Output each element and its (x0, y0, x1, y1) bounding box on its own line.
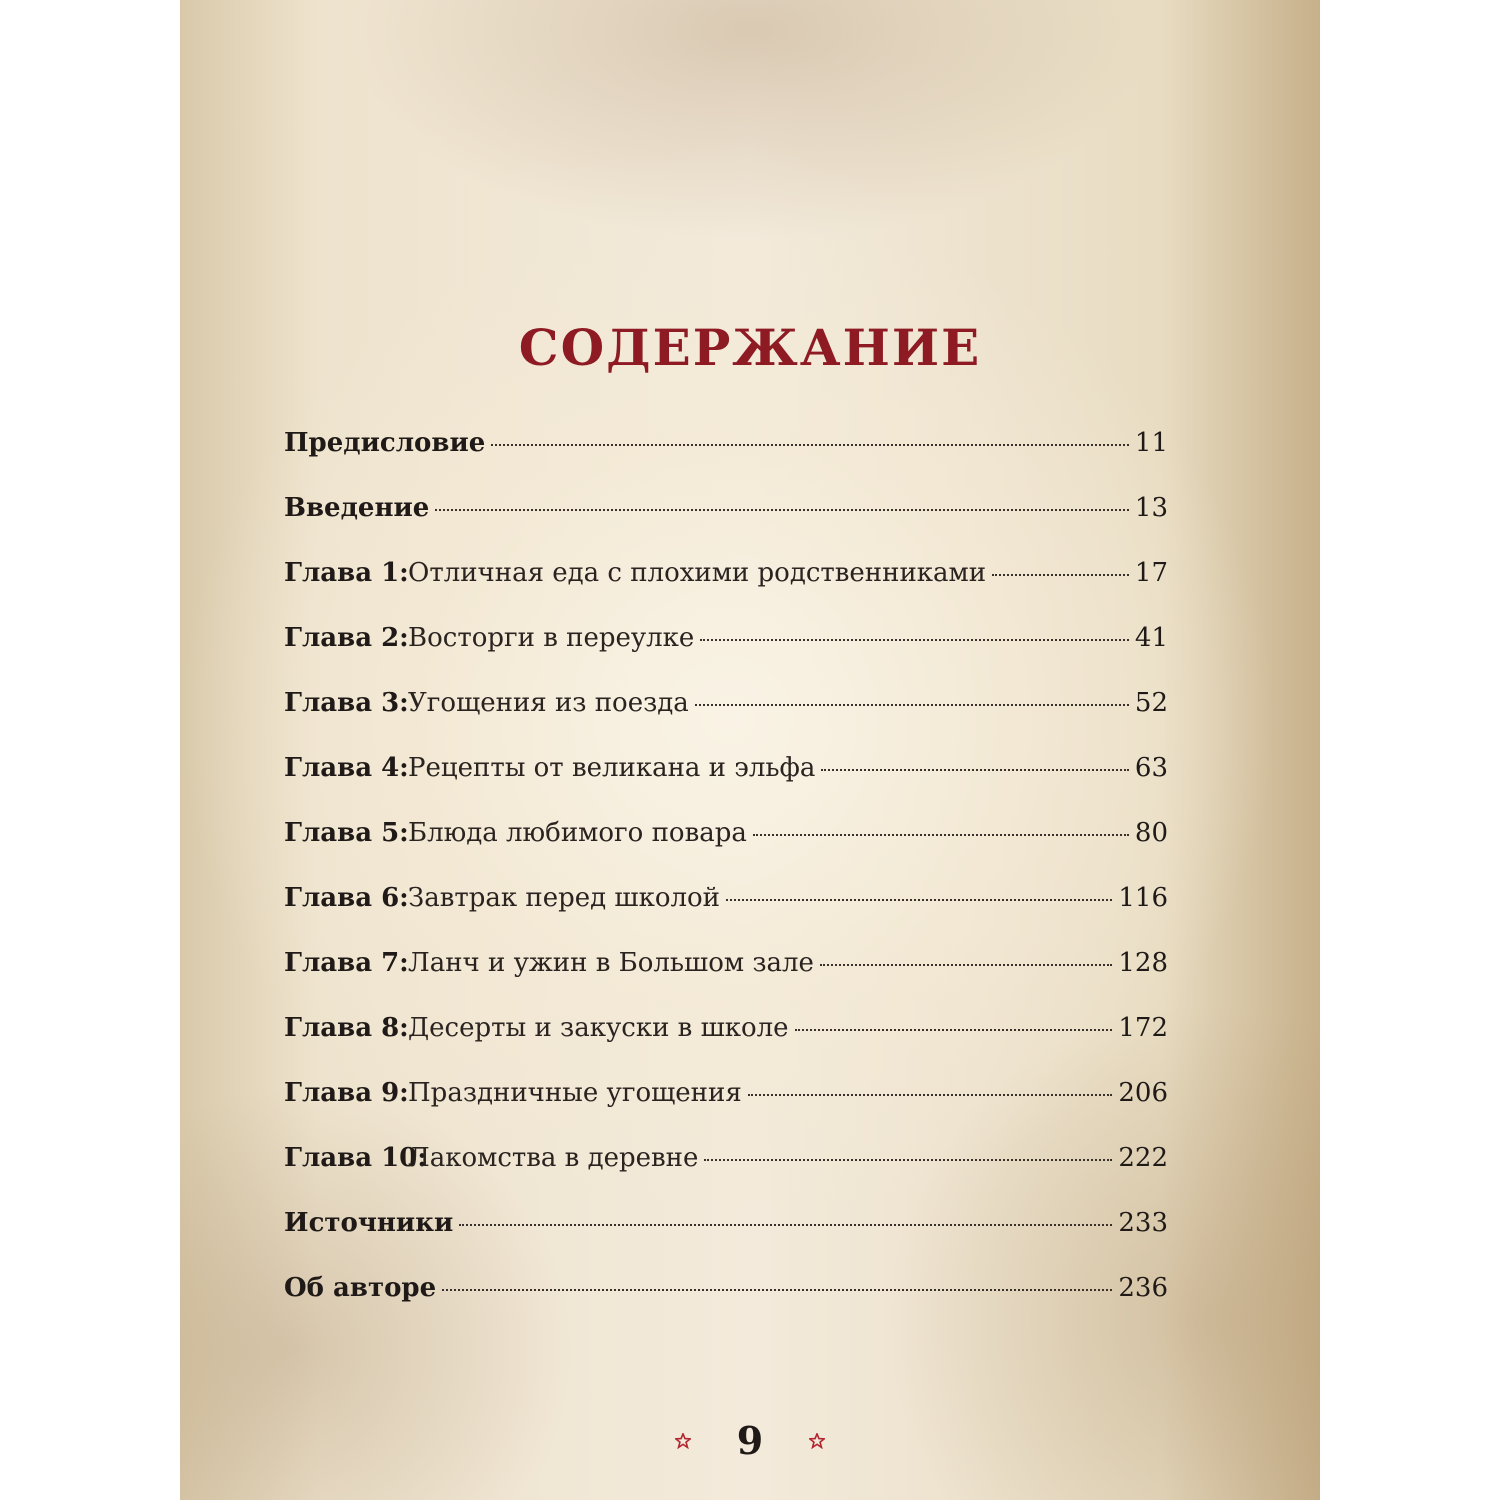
toc-page-number: 63 (1134, 753, 1168, 783)
toc-row-chapter-7[interactable] (284, 948, 1168, 1013)
chapter-title: Рецепты от великана и эльфа (408, 753, 816, 783)
chapter-label: Глава 2: (284, 623, 409, 653)
chapter-label: Глава 4: (284, 753, 409, 783)
chapter-label: Глава 8: (284, 1013, 409, 1043)
toc-page-number: 17 (1134, 558, 1168, 588)
page-title: СОДЕРЖАНИЕ (518, 318, 982, 377)
chapter-title: Ланч и ужин в Большом зале (408, 948, 814, 978)
toc-row-chapter-1[interactable] (284, 558, 1168, 623)
dot-leader (726, 899, 1112, 901)
chapter-title: Отличная еда с плохими родственниками (408, 558, 987, 588)
star-ornament-icon (675, 1433, 691, 1449)
toc-label: Предисловие (284, 428, 486, 458)
chapter-label: Глава 5: (284, 818, 409, 848)
book-page (180, 0, 1320, 1500)
toc-row-chapter-10[interactable] (284, 1143, 1168, 1208)
chapter-label: Глава 9: (284, 1078, 409, 1108)
dot-leader (821, 769, 1129, 771)
dot-leader (491, 444, 1129, 446)
dot-leader (442, 1289, 1112, 1291)
page-number: 9 (736, 1418, 764, 1463)
page-footer (180, 1418, 1320, 1463)
toc-page-number: 13 (1134, 493, 1168, 523)
toc-row-about-author[interactable] (284, 1273, 1168, 1338)
toc-row-chapter-6[interactable] (284, 883, 1168, 948)
toc-page-number: 52 (1134, 688, 1168, 718)
dot-leader (795, 1029, 1113, 1031)
toc-page-number: 128 (1118, 948, 1168, 978)
chapter-title: Праздничные угощения (408, 1078, 742, 1108)
toc-row-introduction[interactable] (284, 493, 1168, 558)
chapter-title: Лакомства в деревне (408, 1143, 699, 1173)
toc-page-number: 80 (1134, 818, 1168, 848)
toc-page-number: 236 (1118, 1273, 1168, 1303)
dot-leader (748, 1094, 1113, 1096)
table-of-contents (284, 428, 1168, 1338)
toc-page-number: 41 (1134, 623, 1168, 653)
chapter-label: Глава 6: (284, 883, 409, 913)
dot-leader (820, 964, 1112, 966)
toc-row-chapter-9[interactable] (284, 1078, 1168, 1143)
toc-page-number: 206 (1118, 1078, 1168, 1108)
chapter-label: Глава 7: (284, 948, 409, 978)
toc-row-sources[interactable] (284, 1208, 1168, 1273)
chapter-title: Десерты и закуски в школе (408, 1013, 789, 1043)
toc-page-number: 116 (1118, 883, 1168, 913)
chapter-label: Глава 1: (284, 558, 409, 588)
dot-leader (753, 834, 1129, 836)
chapter-title: Угощения из поезда (408, 688, 689, 718)
star-ornament-icon (809, 1433, 825, 1449)
toc-page-number: 172 (1118, 1013, 1168, 1043)
toc-row-chapter-3[interactable] (284, 688, 1168, 753)
toc-page-number: 11 (1134, 428, 1168, 458)
toc-label: Об авторе (284, 1273, 437, 1303)
dot-leader (459, 1224, 1112, 1226)
dot-leader (700, 639, 1129, 641)
toc-row-preface[interactable] (284, 428, 1168, 493)
chapter-label: Глава 3: (284, 688, 409, 718)
toc-label: Введение (284, 493, 430, 523)
toc-label: Источники (284, 1208, 454, 1238)
chapter-title: Блюда любимого повара (408, 818, 747, 848)
chapter-label: Глава 10: (284, 1143, 427, 1173)
toc-row-chapter-2[interactable] (284, 623, 1168, 688)
toc-row-chapter-4[interactable] (284, 753, 1168, 818)
dot-leader (704, 1159, 1112, 1161)
toc-page-number: 222 (1118, 1143, 1168, 1173)
chapter-title: Завтрак перед школой (408, 883, 720, 913)
toc-page-number: 233 (1118, 1208, 1168, 1238)
dot-leader (435, 509, 1129, 511)
toc-row-chapter-8[interactable] (284, 1013, 1168, 1078)
dot-leader (695, 704, 1129, 706)
dot-leader (992, 574, 1129, 576)
chapter-title: Восторги в переулке (408, 623, 695, 653)
toc-row-chapter-5[interactable] (284, 818, 1168, 883)
